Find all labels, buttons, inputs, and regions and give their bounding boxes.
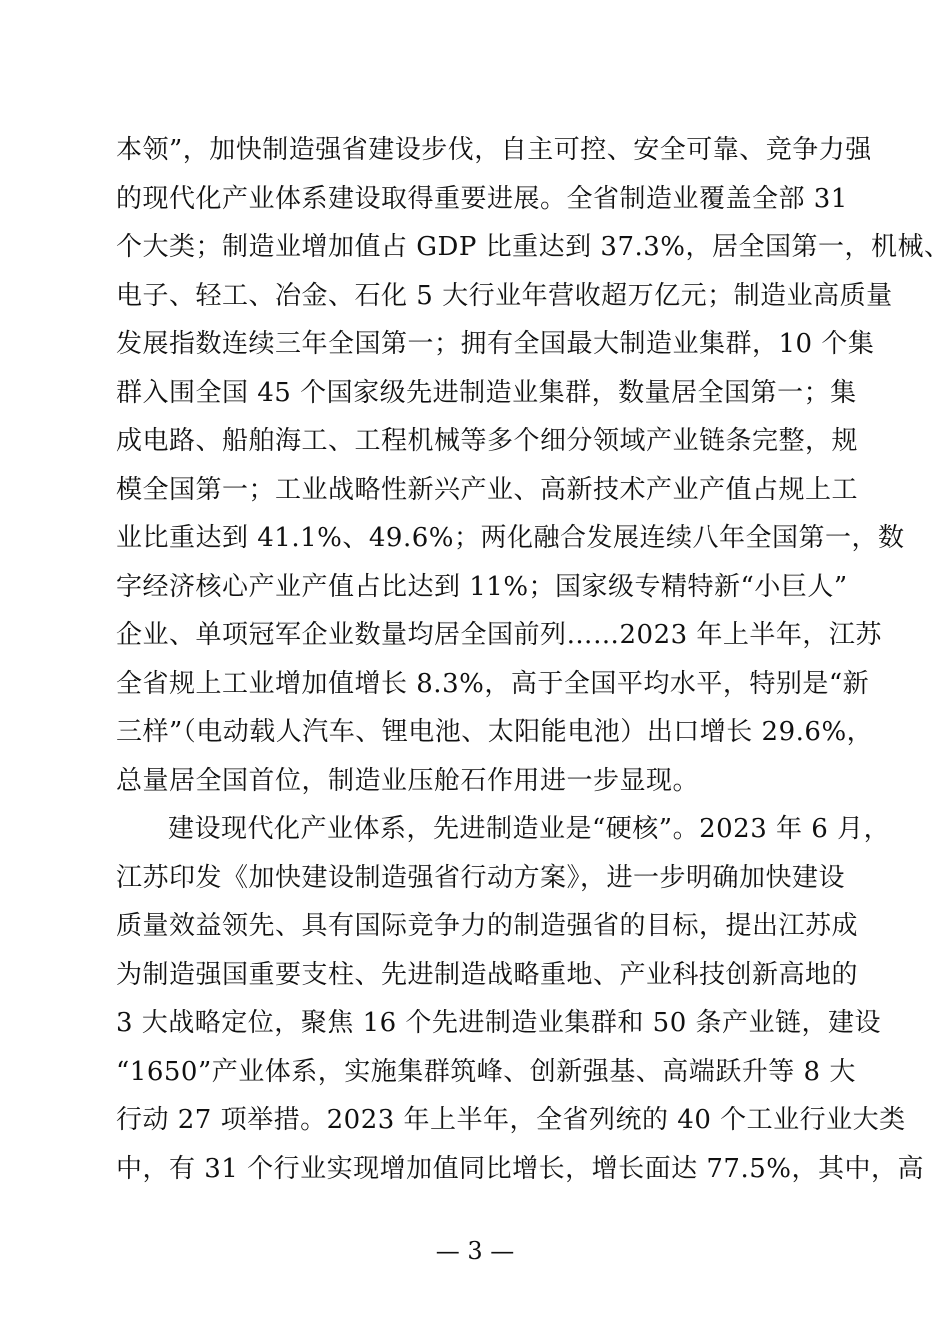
text-line: “1650”产业体系，实施集群筑峰、创新强基、高端跃升等 8 大 [116,1056,856,1087]
text-line: 个大类；制造业增加值占 GDP 比重达到 37.3%，居全国第一，机械、 [116,232,951,262]
text-line: 为制造强国重要支柱、先进制造战略重地、产业科技创新高地的 [116,959,859,990]
text-line: 全省规上工业增加值增长 8.3%，高于全国平均水平，特别是“新 [116,668,870,699]
text-line: 成电路、船舶海工、工程机械等多个细分领域产业链条完整，规 [116,426,859,456]
text-line: 的现代化产业体系建设取得重要进展。全省制造业覆盖全部 31 [116,183,848,214]
text-line: 总量居全国首位，制造业压舱石作用进一步显现。 [116,765,700,796]
body-text [116,126,951,1193]
page-number: — 3 — [435,1237,515,1265]
text-line: 行动 27 项举措。2023 年上半年，全省列统的 40 个工业行业大类 [116,1105,906,1135]
text-line: 江苏印发《加快建设制造强省行动方案》，进一步明确加快建设 [116,862,846,893]
text-line: 业比重达到 41.1%、49.6%；两化融合发展连续八年全国第一，数 [116,523,905,553]
text-line: 企业、单项冠军企业数量均居全国前列……2023 年上半年，江苏 [116,620,882,650]
text-line: 模全国第一；工业战略性新兴产业、高新技术产业产值占规上工 [116,474,859,505]
text-line: 3 大战略定位，聚焦 16 个先进制造业集群和 50 条产业链，建设 [116,1008,882,1038]
paragraph-start-line: 建设现代化产业体系，先进制造业是“硬核”。2023 年 6 月， [168,814,891,844]
text-line: 质量效益领先、具有国际竞争力的制造强省的目标，提出江苏成 [116,911,859,941]
text-line: 三样”（电动载人汽车、锂电池、太阳能电池）出口增长 29.6%， [116,717,874,747]
text-line: 本领”，加快制造强省建设步伐，自主可控、安全可靠、竞争力强 [116,135,872,165]
text-line: 字经济核心产业产值占比达到 11%；国家级专精特新“小巨人” [116,571,848,602]
text-line: 群入围全国 45 个国家级先进制造业集群，数量居全国第一；集 [116,377,857,408]
text-line: 发展指数连续三年全国第一；拥有全国最大制造业集群，10 个集 [116,329,875,359]
text-line: 中，有 31 个行业实现增加值同比增长，增长面达 77.5%，其中，高 [116,1153,924,1184]
text-line: 电子、轻工、冶金、石化 5 大行业年营收超万亿元；制造业高质量 [116,280,893,311]
